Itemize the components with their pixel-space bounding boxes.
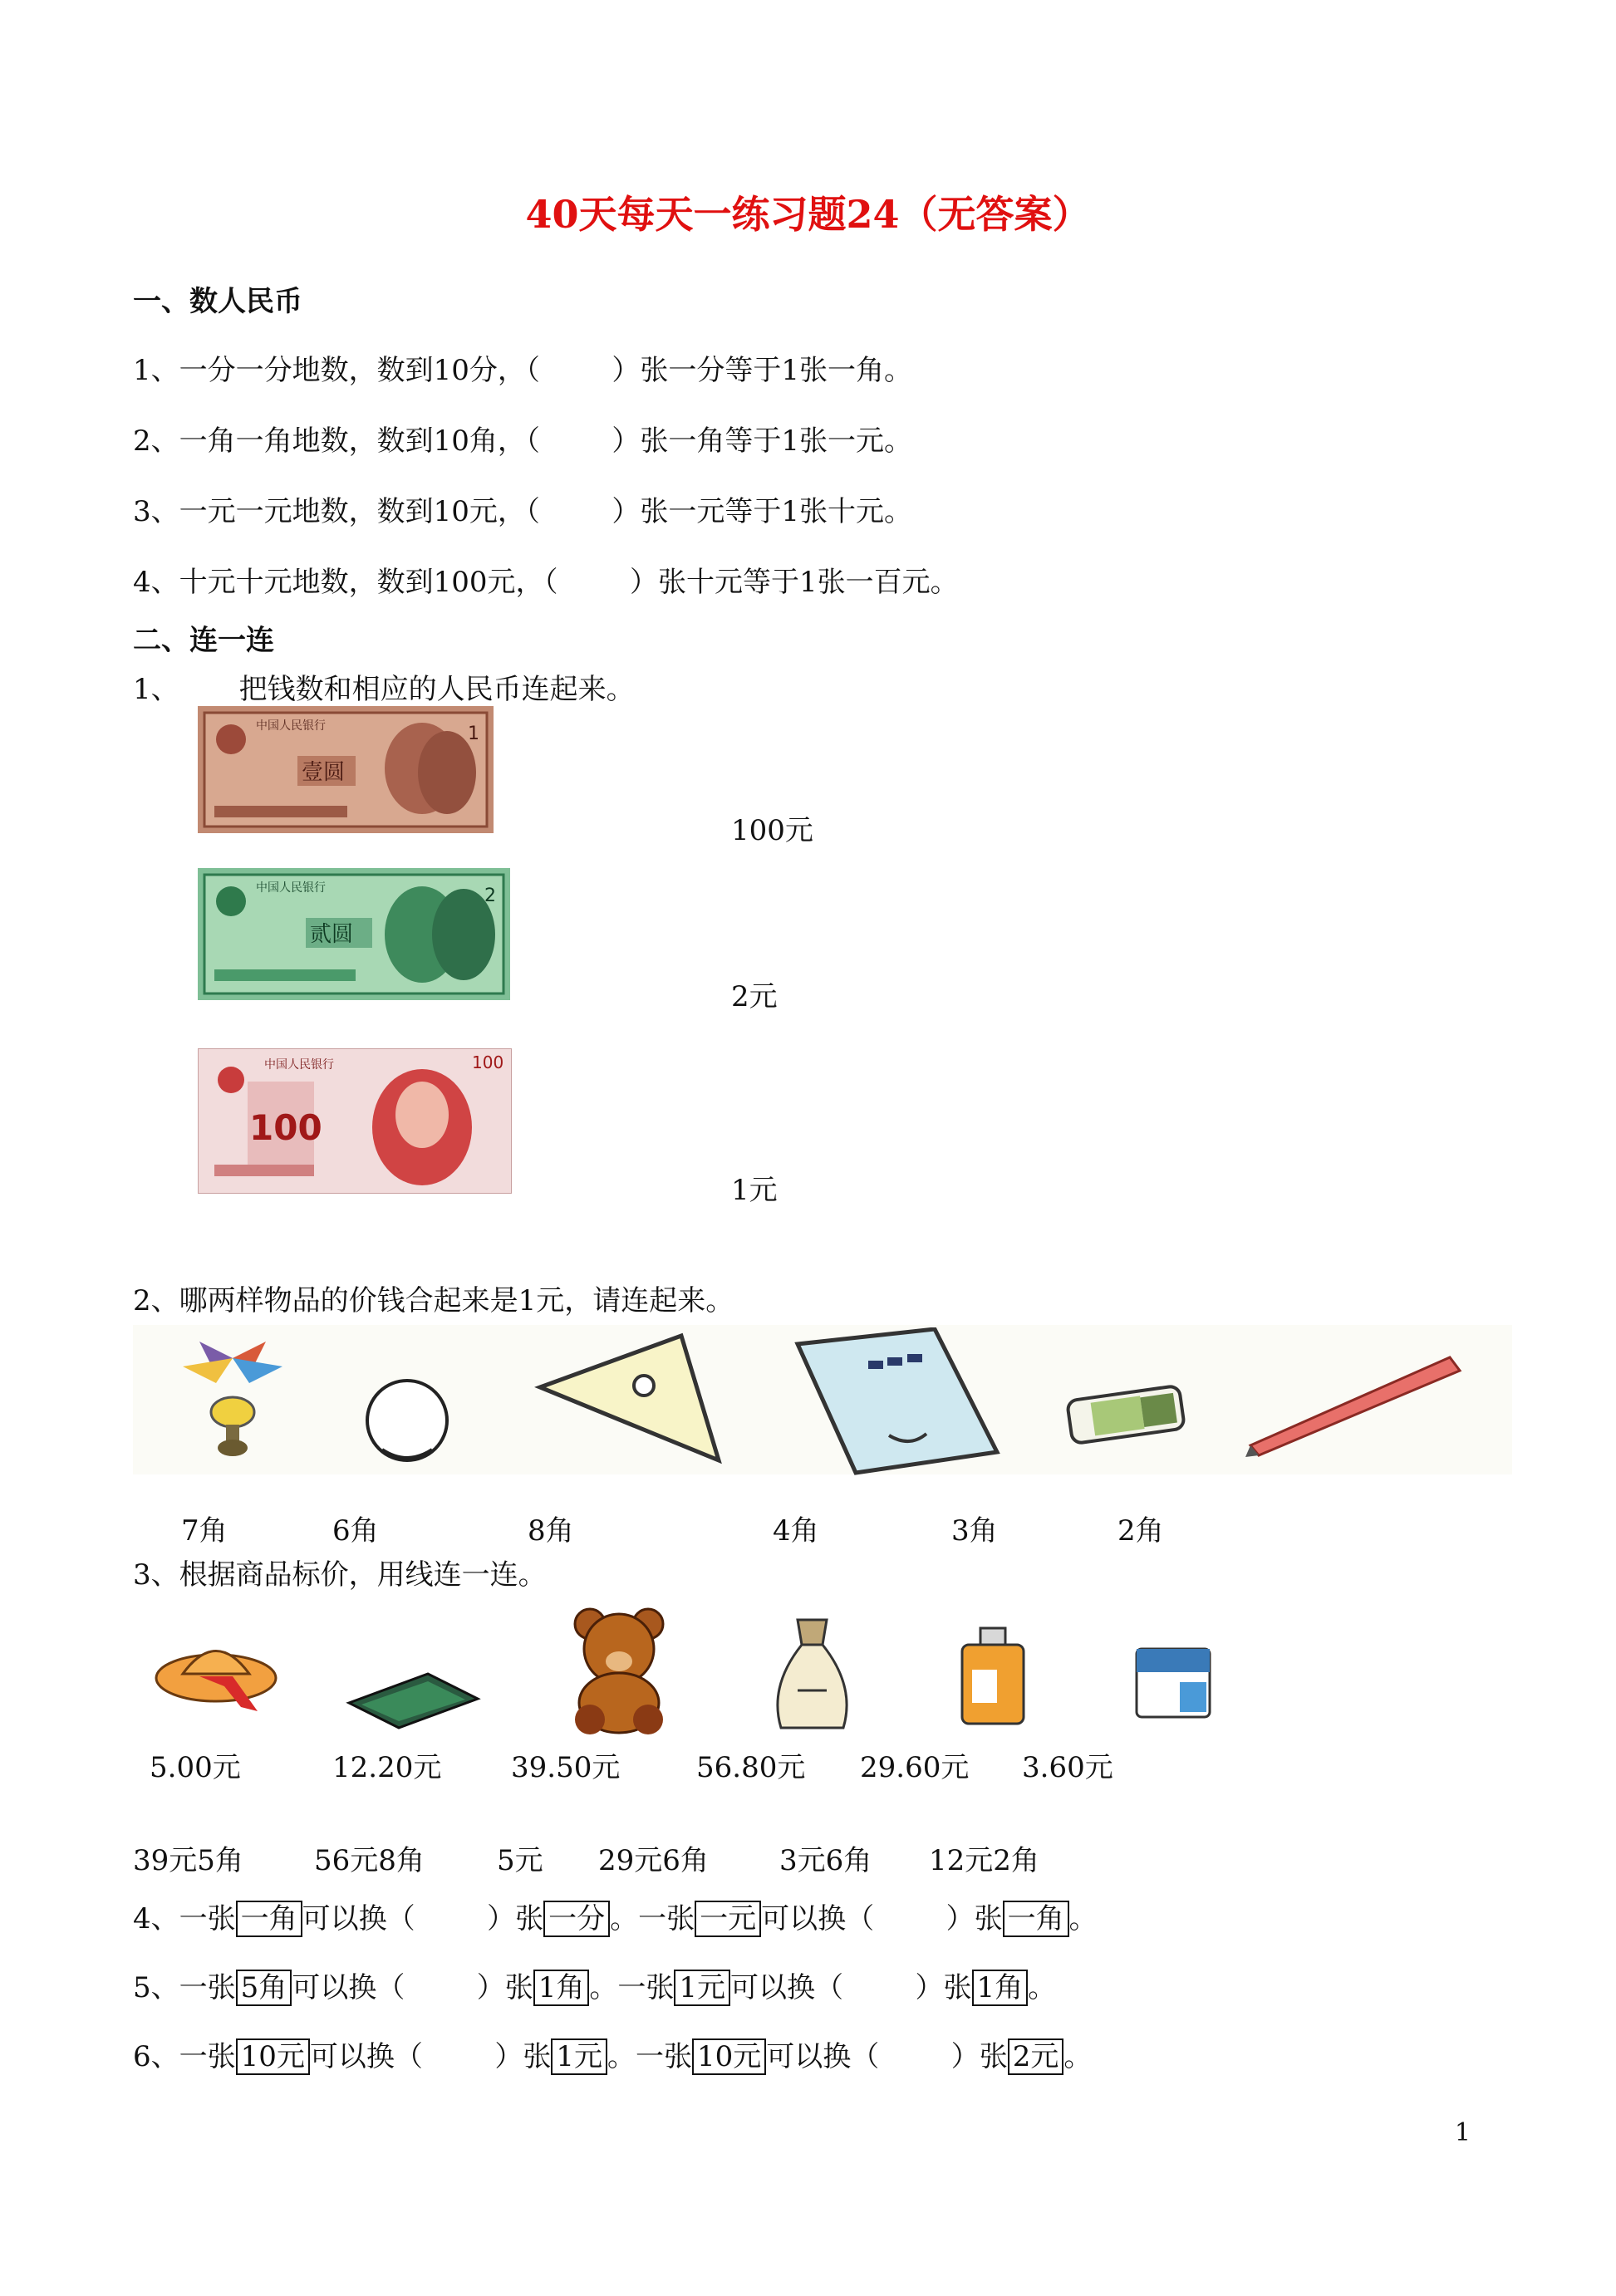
section-2-heading: 二、连一连 [133, 624, 274, 657]
q3-price-5: 29.60元 [860, 1751, 970, 1784]
banknote-1-bank: 中国人民银行 [256, 719, 326, 733]
question-2-4: 4、一张 一角 可以换（ ）张 一分 。一张 一元 可以换（ ）张 一角 。 [133, 1902, 1098, 1935]
amount-1-yuan: 1元 [731, 1174, 778, 1207]
price-6-jiao: 6角 [332, 1514, 379, 1548]
pencil-case-icon[interactable] [345, 1670, 482, 1732]
amount-2-yuan: 2元 [731, 980, 778, 1013]
q3-price-2: 12.20元 [332, 1751, 442, 1784]
banknote-3-denom: 100 [472, 1052, 504, 1072]
q3-word-2: 56元8角 [314, 1844, 425, 1877]
q3-word-5: 3元6角 [779, 1844, 872, 1877]
banknote-2-name: 贰圆 [310, 922, 354, 947]
question-1-1: 1、一分一分地数，数到10分，（ ）张一分等于1张一角。 [133, 354, 912, 387]
question-2-5: 5、一张 5角 可以换（ ）张 1角 。一张 1元 可以换（ ）张 1角 。 [133, 1971, 1057, 2004]
box-icon[interactable] [1130, 1632, 1217, 1724]
toy-icon[interactable] [166, 1333, 299, 1466]
banknote-1-name: 壹圆 [302, 760, 346, 785]
bag-icon[interactable] [764, 1612, 860, 1736]
q3-price-3: 39.50元 [511, 1751, 621, 1784]
q3-word-1: 39元5角 [133, 1844, 243, 1877]
banknote-1-denom: 1 [468, 724, 479, 744]
price-2-jiao: 2角 [1117, 1514, 1164, 1548]
q3-word-6: 12元2角 [929, 1844, 1039, 1877]
question-1-3: 3、一元一元地数，数到10元，（ ）张一元等于1张十元。 [133, 495, 912, 528]
banknote-3-name: 100 [249, 1107, 322, 1148]
question-2-2: 2、哪两样物品的价钱合起来是1元，请连起来。 [133, 1284, 734, 1317]
hat-icon[interactable] [150, 1628, 282, 1720]
question-2-6: 6、一张 10元 可以换（ ）张 1元 。一张 10元 可以换（ ）张 2元 。 [133, 2040, 1093, 2073]
banknote-2-yuan[interactable] [198, 868, 510, 1000]
question-1-2: 2、一角一角地数，数到10角，（ ）张一角等于1张一元。 [133, 424, 912, 458]
page-title: 40天每天一练习题24（无答案） [525, 192, 1091, 237]
banknote-3-bank: 中国人民银行 [264, 1058, 334, 1072]
banknote-2-denom: 2 [484, 886, 496, 906]
section-1-heading: 一、数人民币 [133, 285, 302, 318]
price-4-jiao: 4角 [773, 1514, 819, 1548]
ball-icon[interactable] [357, 1375, 457, 1466]
question-2-3: 3、根据商品标价，用线连一连。 [133, 1558, 547, 1592]
banknote-1-yuan[interactable] [198, 706, 494, 833]
bottle-icon[interactable] [955, 1624, 1030, 1728]
question-2-1: 1、 把钱数和相应的人民币连起来。 [133, 673, 635, 706]
q3-price-1: 5.00元 [150, 1751, 241, 1784]
price-8-jiao: 8角 [528, 1514, 574, 1548]
triangle-ruler-icon[interactable] [532, 1329, 731, 1470]
banknote-100-yuan[interactable] [198, 1048, 512, 1194]
q3-word-4: 29元6角 [598, 1844, 709, 1877]
banknote-2-bank: 中国人民银行 [256, 881, 326, 895]
price-7-jiao: 7角 [181, 1514, 228, 1548]
amount-100-yuan: 100元 [731, 814, 813, 847]
question-1-4: 4、十元十元地数，数到100元，（ ）张十元等于1张一百元。 [133, 566, 959, 599]
price-3-jiao: 3角 [951, 1514, 998, 1548]
pencil-icon[interactable] [1242, 1346, 1466, 1462]
q3-word-3: 5元 [497, 1844, 543, 1877]
book-icon[interactable] [789, 1327, 1005, 1475]
q3-price-4: 56.80元 [696, 1751, 806, 1784]
teddy-bear-icon[interactable] [557, 1603, 681, 1736]
q3-price-6: 3.60元 [1022, 1751, 1113, 1784]
eraser-icon[interactable] [1059, 1375, 1192, 1450]
page-number: 1 [1454, 2118, 1471, 2147]
